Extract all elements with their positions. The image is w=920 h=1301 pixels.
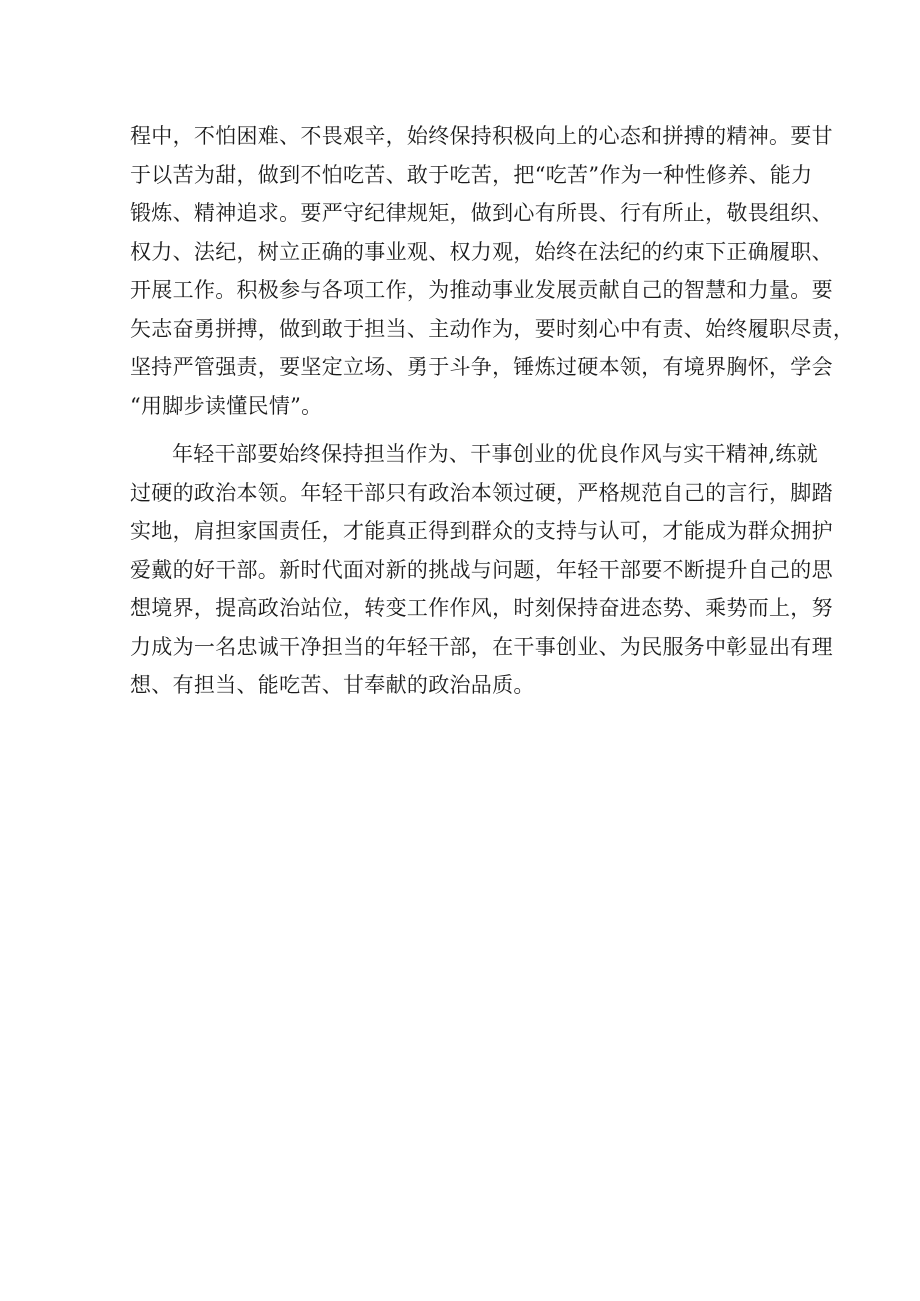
paragraph-1 [130, 117, 855, 425]
text-line: 爱戴的好干部。新时代面对新的挑战与问题，年轻干部要不断提升自己的思 [130, 557, 833, 582]
text-line: 想境界，提高政治站位，转变工作作风，时刻保持奋进态势、乘势而上，努 [130, 596, 833, 620]
paragraph-2 [130, 435, 833, 705]
text-line: 程中，不怕困难、不畏艰辛，始终保持积极向上的心态和拼搏的精神。要甘 [130, 124, 833, 148]
text-line: 权力、法纪，树立正确的事业观、权力观，始终在法纪的约束下正确履职、 [130, 239, 833, 264]
text-line: 坚持严管强责，要坚定立场、勇于斗争，锤炼过硬本领，有境界胸怀，学会 [130, 355, 833, 379]
text-line: 想、有担当、能吃苦、甘奉献的政治品质。 [130, 673, 535, 697]
text-line: 于以苦为甜，做到不怕吃苦、敢于吃苦，把“吃苦”作为一种性修养、能力 [130, 162, 813, 187]
text-line: 过硬的政治本领。年轻干部只有政治本领过硬，严格规范自己的言行，脚踏 [130, 480, 833, 505]
document-body [130, 117, 855, 705]
text-line: 力成为一名忠诚干净担当的年轻干部，在干事创业、为民服务中彰显出有理 [130, 634, 833, 659]
text-line: 锻炼、精神追求。要严守纪律规矩，做到心有所畏、行有所止，敬畏组织、 [130, 201, 833, 225]
text-line: 开展工作。积极参与各项工作，为推动事业发展贡献自己的智慧和力量。要 [130, 278, 833, 302]
text-line: “用脚步读懂民情”。 [130, 393, 323, 418]
paragraph-spacer [130, 425, 830, 435]
text-line: 实地，肩担家国责任，才能真正得到群众的支持与认可，才能成为群众拥护 [130, 519, 833, 543]
text-line-indented: 年轻干部要始终保持担当作为、干事创业的优良作风与实干精神,练就 [172, 442, 818, 466]
text-line: 矢志奋勇拼搏，做到敢于担当、主动作为，要时刻心中有责、始终履职尽责， [130, 316, 855, 341]
